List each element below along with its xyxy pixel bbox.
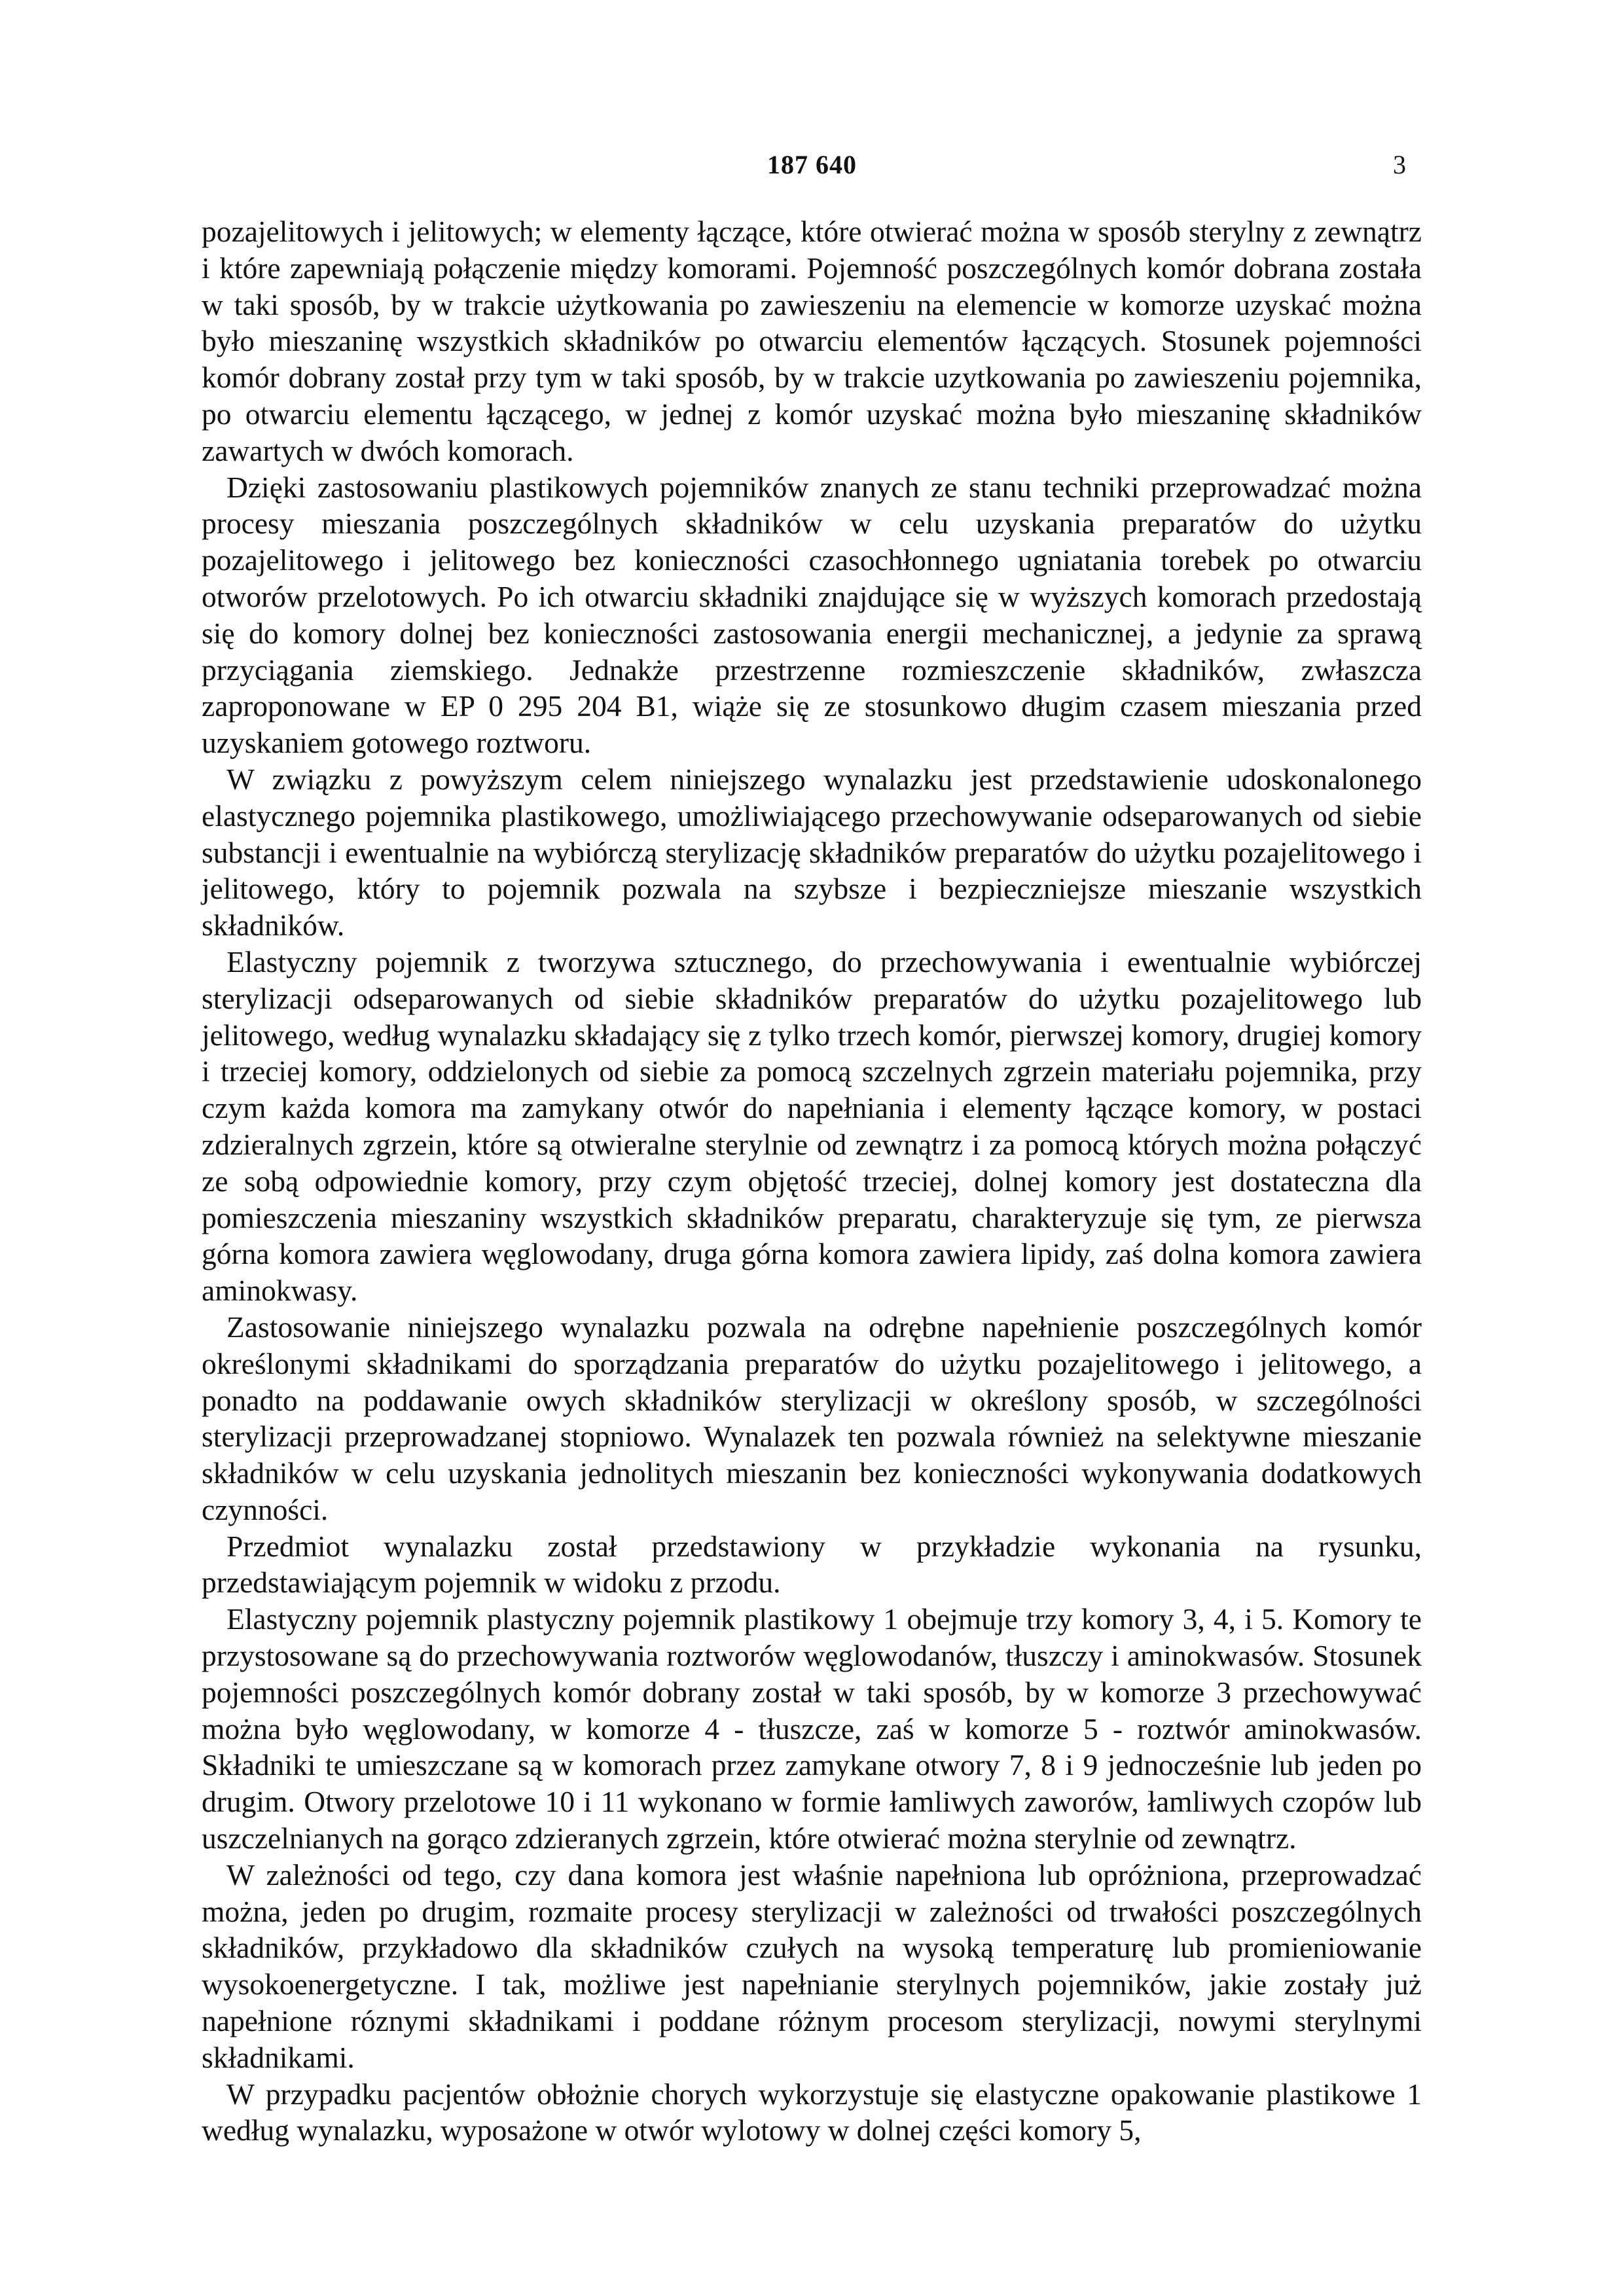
paragraph: W zależności od tego, czy dana komora jest właśnie napełniona lub opróżniona, przeprowadzać można, jeden po drugim, rozmaite procesy sterylizacji w zależności od trwałości poszczególnych składników, przykładowo dla składników czułych na wysoką temperaturę lub promieniowanie wysokoenergetyczne. I tak, możliwe jest napełnianie sterylnych pojemników, jakie zostały już napełnione róznymi składnikami i poddane różnym procesom sterylizacji, nowymi sterylnymi składnikami. <box>202 1857 1422 2074</box>
paragraph: Elastyczny pojemnik plastyczny pojemnik plastikowy 1 obejmuje trzy komory 3, 4, i 5. Komory te przystosowane są do przechowywania roztworów węglowodanów, tłuszczy i aminokwasów. Stosunek pojemności poszczególnych komór dobrany został w taki sposób, by w komorze 3 przechowywać można było węglowodany, w komorze 4 - tłuszcze, zaś w komorze 5 - roztwór aminokwasów. Składniki te umieszczane są w komorach przez zamykane otwory 7, 8 i 9 jednocześnie lub jeden po drugim. Otwory przelotowe 10 i 11 wykonano w formie łamliwych zaworów, łamliwych czopów lub uszczelnianych na gorąco zdzieranych zgrzein, które otwierać można sterylnie od zewnątrz. <box>202 1602 1422 1856</box>
paragraph: Dzięki zastosowaniu plastikowych pojemników znanych ze stanu techniki przeprowadzać można procesy mieszania poszczególnych składników w celu uzyskania preparatów do użytku pozajelitowego i jelitowego bez konieczności czasochłonnego ugniatania torebek po otwarciu otworów przelotowych. Po ich otwarciu składniki znajdujące się w wyższych komorach przedostają się do komory dolnej bez konieczności zastosowania energii mechanicznej, a jedynie za sprawą przyciągania ziemskiego. Jednakże przestrzenne rozmieszczenie składników, zwłaszcza zaproponowane w EP 0 295 204 B1, wiąże się ze stosunkowo długim czasem mieszania przed uzyskaniem gotowego roztworu. <box>202 470 1422 760</box>
paragraph: W związku z powyższym celem niniejszego wynalazku jest przedstawienie udoskonalonego elastycznego pojemnika plastikowego, umożliwiającego przechowywanie odseparowanych od siebie substancji i ewentualnie na wybiórczą sterylizację składników preparatów do użytku pozajelitowego i jelitowego, który to pojemnik pozwala na szybsze i bezpieczniejsze mieszanie wszystkich składników. <box>202 762 1422 942</box>
paragraph: Zastosowanie niniejszego wynalazku pozwala na odrębne napełnienie poszczególnych komór określonymi składnikami do sporządzania preparatów do użytku pozajelitowego i jelitowego, a ponadto na poddawanie owych składników sterylizacji w określony sposób, w szczególności sterylizacji przeprowadzanej stopniowo. Wynalazek ten pozwala również na selektywne mieszanie składników w celu uzyskania jednolitych mieszanin bez konieczności wykonywania dodatkowych czynności. <box>202 1310 1422 1526</box>
paragraph: pozajelitowych i jelitowych; w elementy łączące, które otwierać można w sposób sterylny z zewnątrz i które zapewniają połączenie między komorami. Pojemność poszczególnych komór dobrana została w taki sposób, by w trakcie użytkowania po zawieszeniu na elemencie w komorze uzyskać można było mieszaninę wszystkich składników po otwarciu elementów łączących. Stosunek pojemności komór dobrany został przy tym w taki sposób, by w trakcie uzytkowania po zawieszeniu pojemnika, po otwarciu elementu łączącego, w jednej z komór uzyskać można było mieszaninę składników zawartych w dwóch komorach. <box>202 215 1422 467</box>
paragraph: W przypadku pacjentów obłożnie chorych wykorzystuje się elastyczne opakowanie plastikowe 1 według wynalazku, wyposażone w otwór wylotowy w dolnej części komory 5, <box>202 2077 1422 2147</box>
body-text <box>202 213 1422 2149</box>
page-number: 3 <box>1393 150 1406 179</box>
document-number: 187 640 <box>767 150 857 179</box>
page-header <box>0 149 1624 188</box>
paragraph: Przedmiot wynalazku został przedstawiony w przykładzie wykonania na rysunku, przedstawiającym pojemnik w widoku z przodu. <box>202 1529 1422 1600</box>
paragraph: Elastyczny pojemnik z tworzywa sztucznego, do przechowywania i ewentualnie wybiórczej sterylizacji odseparowanych od siebie składników preparatów do użytku pozajelitowego lub jelitowego, według wynalazku składający się z tylko trzech komór, pierwszej komory, drugiej komory i trzeciej komory, oddzielonych od siebie za pomocą szczelnych zgrzein materiału pojemnika, przy czym każda komora ma zamykany otwór do napełniania i elementy łączące komory, w postaci zdzieralnych zgrzein, które są otwieralne sterylnie od zewnątrz i za pomocą których można połączyć ze sobą odpowiednie komory, przy czym objętość trzeciej, dolnej komory jest dostateczna dla pomieszczenia mieszaniny wszystkich składników preparatu, charakteryzuje się tym, ze pierwsza górna komora zawiera węglowodany, druga górna komora zawiera lipidy, zaś dolna komora zawiera aminokwasy. <box>202 944 1422 1308</box>
